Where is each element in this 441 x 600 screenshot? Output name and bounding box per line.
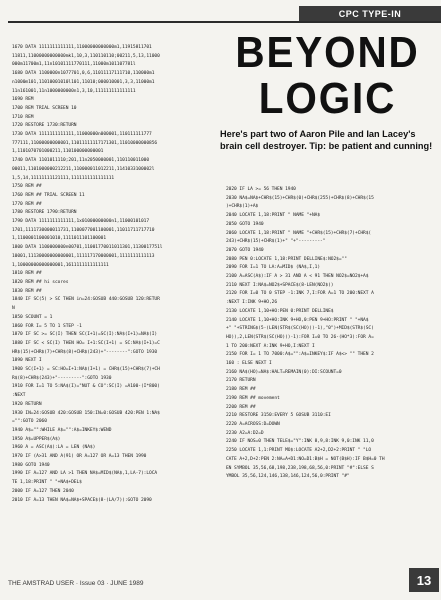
code-line: 1970 IF (A>31 AND A(91) OR A=127 OR A=13 THEN 1990: [12, 454, 147, 460]
code-line: 10001,11130000000000001,111117170000001,1111111111113: [12, 253, 155, 259]
code-line: 2250 LOCATE 1,1:PRINT MO$:LOCATE A2+2,D2+2:PRINT " "LO: [226, 448, 372, 454]
code-line: 1870 IF SC >= SC(I) THEN SC(I+1)=SC(I):NA$(I+1)=NA$(I): [12, 332, 158, 338]
code-line: 1750 REM ##: [12, 184, 42, 190]
code-line: ="":GOTO 2060: [12, 419, 47, 425]
code-line: 1790 DATA 1111111111111,1x01000000000n1,11000101017: [12, 219, 150, 225]
code-line: 2000 IF A=127 THEN 2040: [12, 488, 74, 494]
code-listing-left-column: [12, 44, 214, 574]
code-line: 1770 REM ##: [12, 201, 42, 207]
code-line: 2200 REM ##: [226, 404, 256, 410]
code-line: 2220 A=ACROSS:D=DOWN: [226, 421, 280, 427]
code-line: 1950 A$=UPPER$(A$): [12, 436, 61, 442]
code-line: 1,1101070701000211,110100000000001: [12, 149, 104, 155]
code-line: 2030 NA$=NA$+CHR$(15)+CHR$(0)+CHR$(255)+CHR$(8)+CHR$(15: [226, 195, 374, 201]
footer-publication: THE AMSTRAD USER · Issue 03 · JUNE 1989: [8, 580, 144, 587]
code-line: 1980 GOTO 1940: [12, 462, 50, 468]
code-line: 2140 LOCATE 1,10+HO:INK 9+HO,0:PEN 9+HO:PRINT " "+NA$: [226, 317, 369, 323]
code-line: 1710 REM: [12, 114, 34, 120]
code-line: 2090 FOR I=1 TO LA:A=MID$ (NA$,I,1): [226, 265, 321, 271]
code-line: 243)+CHR$(15)+CHR$(1)+" "+"---------": [226, 239, 326, 245]
code-line: :NEXT I:INK 9+HO,26: [226, 300, 278, 306]
code-line: 2020 IF LA >= 56 THEN 1940: [226, 187, 296, 192]
code-line: 1670 DATA 1111111111111,11000000000000m1,11915811701: [12, 45, 152, 50]
code-line: 2170 RETURN: [226, 378, 256, 384]
code-line: 2050 GOTO 1940: [226, 221, 264, 227]
code-line: 1910 FOR I=1 TO 5:NA$(I)="NUT & CO":SC(I) =A100-(I*800): [12, 384, 160, 390]
code-line: 1 TO 200:NEXT A:INK 9+HO,I:NEXT I: [226, 343, 315, 349]
code-line: 2210 RESTORE 3150:EVERY 5 GOSUB 3110:EI: [226, 413, 331, 419]
code-line: )+CHR$(1)+A$: [226, 204, 259, 210]
code-line: 1690 REM: [12, 97, 34, 103]
code-line: 2180 REM ##: [226, 387, 256, 393]
headline-line-1: BEYOND: [235, 28, 420, 77]
code-line: 1890 NEXT I: [12, 358, 42, 364]
code-line: 11811,11000000000000mk1,10,3,110110110;00211,5,13,11000: [12, 53, 160, 59]
code-line: 1760 REM ## TRIAL SCREEN 11: [12, 192, 85, 198]
code-line: n1000m101,11010001010l101,11010;000010001,3,3,11000m1: [12, 79, 155, 85]
code-line: 000m11700m1,11n10101111770111,11000m101107781l: [12, 62, 136, 68]
code-line: 00011,1101000000212211,110000011012211,1141033100002l: [12, 166, 155, 172]
code-line: 2060 LOCATE 1,18:PRINT " NAME "+CHR$(15)+CHR$(7)+CHR$(: [226, 230, 372, 236]
code-line: 2010 IF A=13 THEN NA$=NA$+SPACE$(8-(LA/7)):GOTO 2090: [12, 497, 152, 503]
code-line: 2240 IF NOS=0 THEN TELE$="Y":INK 8,9,8:INK 9,0:INK 11,0: [226, 439, 374, 445]
code-line: 1820 REM ## hi scores: [12, 279, 69, 285]
code-line: HO)),2,LEN(STR$(SC(HO)))-1):FOR I=0 TO 26-(HO*3):FOR A=: [226, 334, 374, 340]
code-line: +" "+STRING$(5-(LEN(STR$(SC(HO)))-1),"0")+MID$(STR$(SC(: [226, 326, 374, 332]
code-line: 2110 NEXT I:NA$=NO2$+SPACE$(8-LEN(NO2$)): [226, 282, 334, 288]
code-line: 2120 FOR I=0 TO 0 STEP -1:INK 7,I:FOR A=1 TO 200:NEXT A: [226, 291, 374, 297]
code-line: 2070 GOTO 1940: [226, 247, 264, 253]
code-line: 777111,11000000000001,11011111117171301,11010000000856: [12, 140, 158, 146]
code-line: 2230 A2=A:D2=D: [226, 430, 264, 436]
header-rule: [8, 21, 441, 23]
code-line: 1860 FOR I= 5 TO 1 STEP -1: [12, 323, 82, 329]
code-line: 2160 NA$(HO)=NA$:HALT=REMAIN(0):DI:SCOUNT=0: [226, 369, 342, 375]
code-line: 1850 SCOUNT = 1: [12, 314, 53, 320]
page-number-badge: [409, 568, 439, 592]
headline-line-2: LOGIC: [258, 74, 397, 123]
code-line: 1,1100001100001010,1111011101100001: [12, 236, 107, 242]
code-line: 1960 A = ASC(A$):LA = LEN (NA$): [12, 445, 96, 451]
section-label: CPC TYPE-IN: [338, 8, 402, 19]
code-line: 11n161001,11n1000000000n1,3,10,111111111111111: [12, 88, 136, 94]
code-line: :NEXT: [12, 393, 26, 399]
code-line: 160 : ELSE NEXT I: [226, 361, 272, 367]
code-line: 1730 DATA 1111111111111,11000000n000001,110111111777: [12, 132, 152, 138]
code-line: CATE A+2,D+2:PEN 2:NA=A+D1:NO=D1:B$H = NOT(B$H):IF B$H=0 TH: [226, 456, 385, 462]
code-line: EN SYMBOL 35,56,68,198,238,198,68,56,0:PRINT "#":ELSE S: [226, 465, 374, 471]
code-line: 2130 LOCATE 1,10+HO:PEN 0:PRINT DELLINE$: [226, 308, 334, 314]
code-line: 1880 IF SC < SC(I) THEN HO= I+1:SC(I+1) = SC:NA$(I+1)=C: [12, 340, 160, 346]
code-line: 1680 DATA 1100000n1077701,0,6,11011117111710,110000m1: [12, 71, 155, 77]
code-line: 1920 RETURN: [12, 401, 42, 407]
code-line: N: [12, 306, 15, 312]
code-line: 1700 REM TRIAL SCREEN 10: [12, 105, 77, 111]
code-line: 1780 RESTORE 1790:RETURN: [12, 210, 77, 216]
article-headline: [220, 30, 435, 122]
article-standfirst: Here's part two of Aaron Pile and Ian Lacey's brain cell destroyer. Tip: be patient and cunning!: [220, 129, 433, 151]
code-line: 2150 FOR I= 1 TO 7000:A$="":A$=INKEY$:IF A$<> "" THEN 2: [226, 352, 374, 358]
code-line: 1740 DATA 1101011110;201,11n2050000001,110110011000: [12, 158, 150, 164]
code-line: 1900 SC(I+1) = SC:HO=I+1:NA$(I+1) = CHR$(15)+CHR$(7)+CH: [12, 367, 160, 373]
code-line: R$(8)+CHR$(243)+"---------":GOTO 1930: [12, 375, 112, 381]
code-line: 1840 IF SC(5) > SC THEN in=24:GOSUB 440:GOSUB 120:RETUR: [12, 297, 160, 303]
code-line: 2080 PEN 0:LOCATE 1,18:PRINT DELLINE$:NO2$="": [226, 256, 347, 262]
code-line: 1800 DATA 1100000000n00701,11001770011011301,1130017751l: [12, 245, 163, 251]
code-line: TE 1,18:PRINT " "+NA$+DEL$: [12, 480, 82, 486]
code-line: 1720 RESTORE 1730:RETURN: [12, 123, 77, 129]
code-line: 1940 A$="":WHILE A$="":A$=INKEY$:WEND: [12, 427, 112, 433]
section-header-tab: [299, 6, 441, 21]
code-line: 1830 REM ##: [12, 288, 42, 294]
code-line: 2100 A=ASC(A$):IF A > 31 AND A < 91 THEN NO2$=NO2$+A$: [226, 274, 369, 280]
code-line: 1990 IF A=127 AND LA >1 THEN NA$=MID$(NA$,1,LA-7):LOCA: [12, 471, 158, 477]
code-line: 1810 REM ##: [12, 271, 42, 277]
code-listing-right-column: [226, 186, 436, 574]
code-line: 1930 IN=24:GOSUB 420:GOSUB 150:IN=0:GOSUB 420:PEN 1:NA$: [12, 410, 160, 416]
code-line: YMBOL 35,56,124,146,138,146,124,56,0:PRINT "#": [226, 474, 350, 480]
code-line: 1,5,14,11111111121111,1111111111111111: [12, 175, 115, 181]
page-number: 13: [416, 572, 432, 588]
code-line: 2040 LOCATE 1,18:PRINT " NAME "+NA$: [226, 213, 321, 219]
code-line: 1,10000000000000001,1611111111111111: [12, 262, 109, 268]
code-line: HR$(15)+CHR$(7)+CHR$(8)+CHR$(243)+"--------":GOTO 1930: [12, 349, 158, 355]
code-line: 1701,1111730000011731,1100077001100001,11011711717710: [12, 227, 155, 233]
code-line: 2190 REM ## movement: [226, 395, 280, 401]
